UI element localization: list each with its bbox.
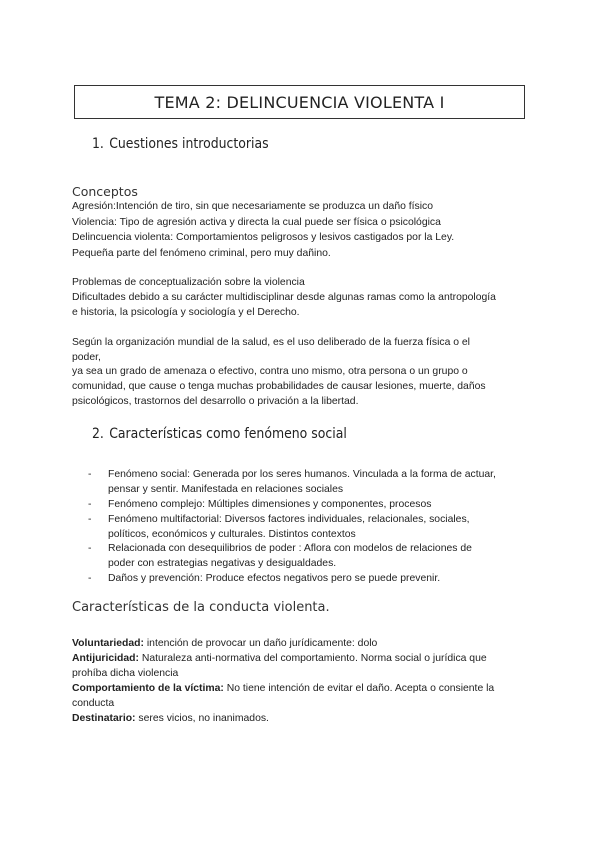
conducta-text: seres vicios, no inanimados. [135,713,269,724]
bullet-2-line-1: Fenómeno complejo: Múltiples dimensiones y componentes, procesos [108,499,432,510]
section-1-title: Cuestiones introductorias [109,136,269,152]
conducta-item-2-cont: prohíba dicha violencia [72,668,179,679]
conducta-item-1 [72,636,377,651]
oms-line-2: poder, [72,352,101,363]
bullet-4-line-2: poder con estrategias negativas y desigualdades. [108,558,337,569]
bullet-dash: - [88,469,92,480]
conducta-text: No tiene intención de evitar el daño. Acepta o consiente la [223,683,495,694]
conducta-text: intención de provocar un daño jurídicamente: dolo [143,638,378,649]
bullet-dash: - [88,514,92,525]
oms-line-4: comunidad, que cause o tenga muchas probabilidades de causar lesiones, muerte, daños [72,381,486,392]
bullet-dash: - [88,499,92,510]
conducta-item-4 [72,711,269,726]
section-1-heading [92,136,269,152]
conceptos-line-3: Delincuencia violenta: Comportamientos peligrosos y lesivos castigados por la Ley. [72,232,455,243]
bullet-3-line-1: Fenómeno multifactorial: Diversos factores individuales, relacionales, sociales, [108,514,470,525]
page-title: TEMA 2: DELINCUENCIA VIOLENTA I [74,85,525,119]
section-2-number: 2. [92,426,104,442]
bullet-3-line-2: políticos, económicos y culturales. Distintos contextos [108,529,356,540]
section-2-heading [92,426,347,442]
oms-line-5: psicológicos, trastornos del desarrollo o privación a la libertad. [72,396,359,407]
conducta-term: Voluntariedad: [72,638,144,649]
bullet-1-line-2: pensar y sentir. Manifestada en relaciones sociales [108,484,344,495]
conducta-text: Naturaleza anti-normativa del comportamiento. Norma social o jurídica que [138,653,487,664]
conceptos-heading: Conceptos [72,184,138,199]
section-1-number: 1. [92,136,104,152]
bullet-1-line-1: Fenómeno social: Generada por los seres humanos. Vinculada a la forma de actuar, [108,469,496,480]
conceptos-line-1: Agresión:Intención de tiro, sin que necesariamente se produzca un daño físico [72,201,434,212]
conducta-term: Destinatario: [72,713,136,724]
bullet-4-line-1: Relacionada con desequilibrios de poder : Aflora con modelos de relaciones de [108,543,472,554]
conducta-item-2 [72,651,487,666]
conducta-term: Antijuricidad: [72,653,139,664]
conducta-heading: Características de la conducta violenta. [72,600,330,615]
problemas-line-1: Problemas de conceptualización sobre la violencia [72,277,305,288]
bullet-5-line-1: Daños y prevención: Produce efectos negativos pero se puede prevenir. [108,573,441,584]
conducta-item-3 [72,681,494,696]
oms-line-3: ya sea un grado de amenaza o efectivo, contra uno mismo, otra persona o un grupo o [72,366,468,377]
problemas-line-3: e historia, la psicología y sociología y el Derecho. [72,307,300,318]
oms-line-1: Según la organización mundial de la salud, es el uso deliberado de la fuerza física o el [72,337,470,348]
section-2-title: Características como fenómeno social [109,426,347,442]
conducta-item-3-cont: conducta [72,698,115,709]
conceptos-line-2: Violencia: Tipo de agresión activa y directa la cual puede ser física o psicológica [72,217,441,228]
bullet-dash: - [88,573,92,584]
conceptos-line-4: Pequeña parte del fenómeno criminal, pero muy dañino. [72,248,331,259]
problemas-line-2: Dificultades debido a su carácter multidisciplinar desde algunas ramas como la antropología [72,292,496,303]
bullet-dash: - [88,543,92,554]
conducta-term: Comportamiento de la víctima: [72,683,224,694]
